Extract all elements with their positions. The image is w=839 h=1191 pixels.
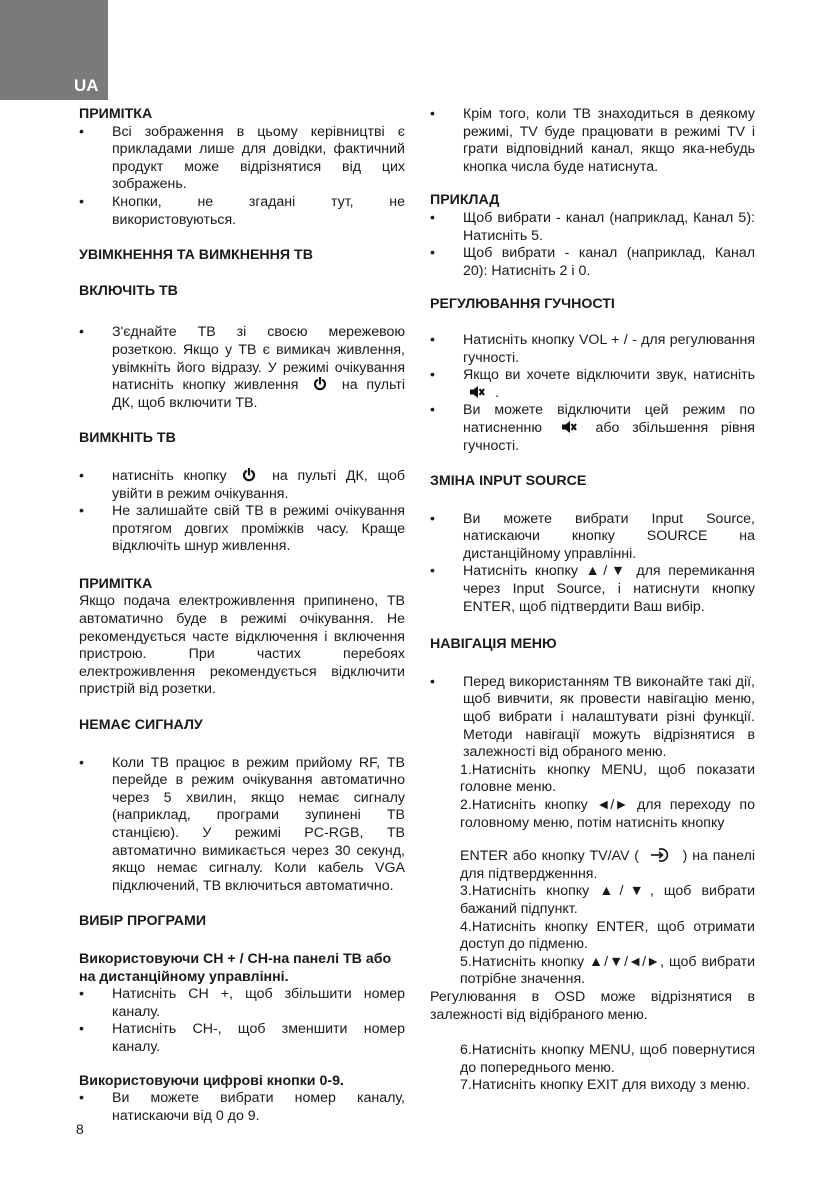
menu-step: 1.Натисніть кнопку MENU, щоб показати головне меню.: [460, 761, 755, 796]
example-item: • Щоб вибрати - канал (наприклад, Канал 5): Натисніть 5.: [430, 210, 755, 245]
volume-item: • Натисніть кнопку VOL + / - для регулювання гучності.: [430, 332, 755, 367]
menu-nav-item: • Перед використанням ТВ виконайте такі дії, щоб вивчити, як провести навігацію меню, щоб вибрати і налаштувати різні функції. Методи навігації можуть відрізнятися в залежності від обраного меню.: [430, 674, 755, 762]
left-column: [79, 106, 405, 1125]
menu-step: 7.Натисніть кнопку EXIT для виходу з меню.: [460, 1077, 751, 1094]
input-source-list: [430, 511, 755, 617]
menu-step: 5.Натисніть кнопку ▲/▼/◄/►, щоб вибрати потрібне значення.: [460, 953, 755, 988]
program-digits-item: • Ви можете вибрати номер каналу, натискаючи від 0 до 9.: [79, 1090, 405, 1125]
program-ch-list: [79, 986, 405, 1056]
note-text: Якщо подача електроживлення припинено, ТВ автоматично буде в режимі очікування. Не рекомендується часте відключення і включення пристрою. При частих перебоях електроживлення рекомендується відключити пристрій від розетки.: [79, 593, 405, 698]
turn-on-list: [79, 324, 405, 412]
turn-on-item: • З'єднайте ТВ зі своєю мережевою розеткою. Якщо у ТВ є вимикач живлення, увімкніть його відразу. У режимі очікування натисніть кнопку живлення на пульті ДК, щоб включити ТВ.: [79, 324, 405, 412]
no-signal-title: НЕМАЄ СИГНАЛУ: [79, 717, 203, 734]
program-subtitle-ch: Використовуючи CH + / CH-на панелі ТВ або на дистанційному управлінні.: [79, 950, 392, 985]
input-source-item: • Ви можете вибрати Input Source, натискаючи кнопку SOURCE на дистанційному управлінні.: [430, 511, 755, 564]
intro-item: • Крім того, коли ТВ знаходиться в деякому режимі, TV буде працювати в режимі TV і грати відповідний канал, якщо яка-небудь кнопка числа буде натиснута.: [430, 106, 755, 176]
program-subtitle-digits: Використовуючи цифрові кнопки 0-9.: [79, 1072, 344, 1089]
note-item: • Кнопки, не згадані тут, не використовуються.: [79, 194, 405, 229]
turn-off-item: • Не залишайте свій ТВ в режимі очікування протягом довгих проміжків часу. Краще відключіть шнур живлення.: [79, 503, 405, 556]
note-list: [79, 124, 405, 230]
turn-off-list: [79, 468, 405, 556]
language-tab: [0, 0, 108, 100]
program-digits-list: [79, 1090, 405, 1125]
volume-item: • Ви можете відключити цей режим по натисненню або збільшення рівня гучності.: [430, 402, 755, 455]
language-code: UA: [74, 76, 99, 95]
input-source-item: • Натисніть кнопку ▲/▼ для перемикання через Input Source, і натиснути кнопку ENTER, щоб підтвердити Ваш вибір.: [430, 563, 755, 616]
power-icon: [242, 468, 256, 482]
right-column: [430, 106, 755, 1095]
example-title: ПРИКЛАД: [430, 192, 500, 209]
no-signal-item: • Коли ТВ працює в режим прийому RF, ТВ перейде в режим очікування автоматично через 5 хвилин, якщо немає сигналу (наприклад, програми зупинені ТВ станцією). У режимі PC-RGB, ТВ автоматично вимикається через 30 секунд, якщо немає сигналу. Коли кабель VGA підключений, ТВ включиться автоматично.: [79, 755, 405, 896]
menu-nav-title: НАВІГАЦІЯ МЕНЮ: [430, 636, 557, 653]
osd-note: Регулювання в OSD може відрізнятися в залежності від відібраного меню.: [430, 988, 755, 1023]
turn-off-item: • натисніть кнопку на пульті ДК, щоб увійти в режим очікування.: [79, 468, 405, 503]
program-ch-item: • Натисніть CH-, щоб зменшити номер каналу.: [79, 1021, 405, 1056]
menu-nav-list: [430, 674, 755, 762]
turn-off-title: ВИМКНІТЬ ТВ: [79, 430, 176, 447]
note-title: ПРИМІТКА: [79, 106, 153, 122]
volume-title: РЕГУЛЮВАННЯ ГУЧНОСТІ: [430, 296, 615, 313]
volume-item: • Якщо ви хочете відключити звук, натисніть .: [430, 367, 755, 402]
menu-step: 4.Натисніть кнопку ENTER, щоб отримати доступ до підменю.: [460, 918, 755, 953]
menu-step: 2.Натисніть кнопку ◄/► для переходу по головному меню, потім натисніть кнопку: [460, 797, 755, 831]
no-signal-list: [79, 755, 405, 896]
power-icon: [313, 377, 327, 391]
menu-step: 6.Натисніть кнопку MENU, щоб повернутися до попереднього меню.: [460, 1042, 755, 1076]
input-source-title: ЗМІНА INPUT SOURCE: [430, 473, 587, 490]
mute-icon: [469, 385, 485, 399]
note-item: • Всі зображення в цьому керівництві є прикладами лише для довідки, фактичний продукт може відрізнятися від цих зображень.: [79, 124, 405, 194]
page-number: 8: [76, 1121, 84, 1137]
example-item: • Щоб вибрати - канал (наприклад, Канал 20): Натисніть 2 і 0.: [430, 245, 755, 280]
input-source-icon: [650, 848, 672, 862]
intro-list: [430, 106, 755, 176]
turn-on-title: ВКЛЮЧІТЬ ТВ: [79, 282, 178, 299]
power-section-title: УВІМКНЕННЯ ТА ВИМКНЕННЯ ТВ: [79, 247, 313, 264]
example-list: [430, 210, 755, 280]
menu-step: 3.Натисніть кнопку ▲/▼, щоб вибрати бажаний підпункт.: [460, 883, 755, 917]
menu-step: ENTER або кнопку TV/AV ( ) на панелі для підтвердженння.: [460, 848, 755, 882]
volume-list: [430, 332, 755, 455]
program-title: ВИБІР ПРОГРАМИ: [79, 913, 207, 930]
note-title: ПРИМІТКА: [79, 575, 153, 592]
mute-icon: [561, 420, 577, 434]
program-ch-item: • Натисніть CH +, щоб збільшити номер каналу.: [79, 986, 405, 1021]
